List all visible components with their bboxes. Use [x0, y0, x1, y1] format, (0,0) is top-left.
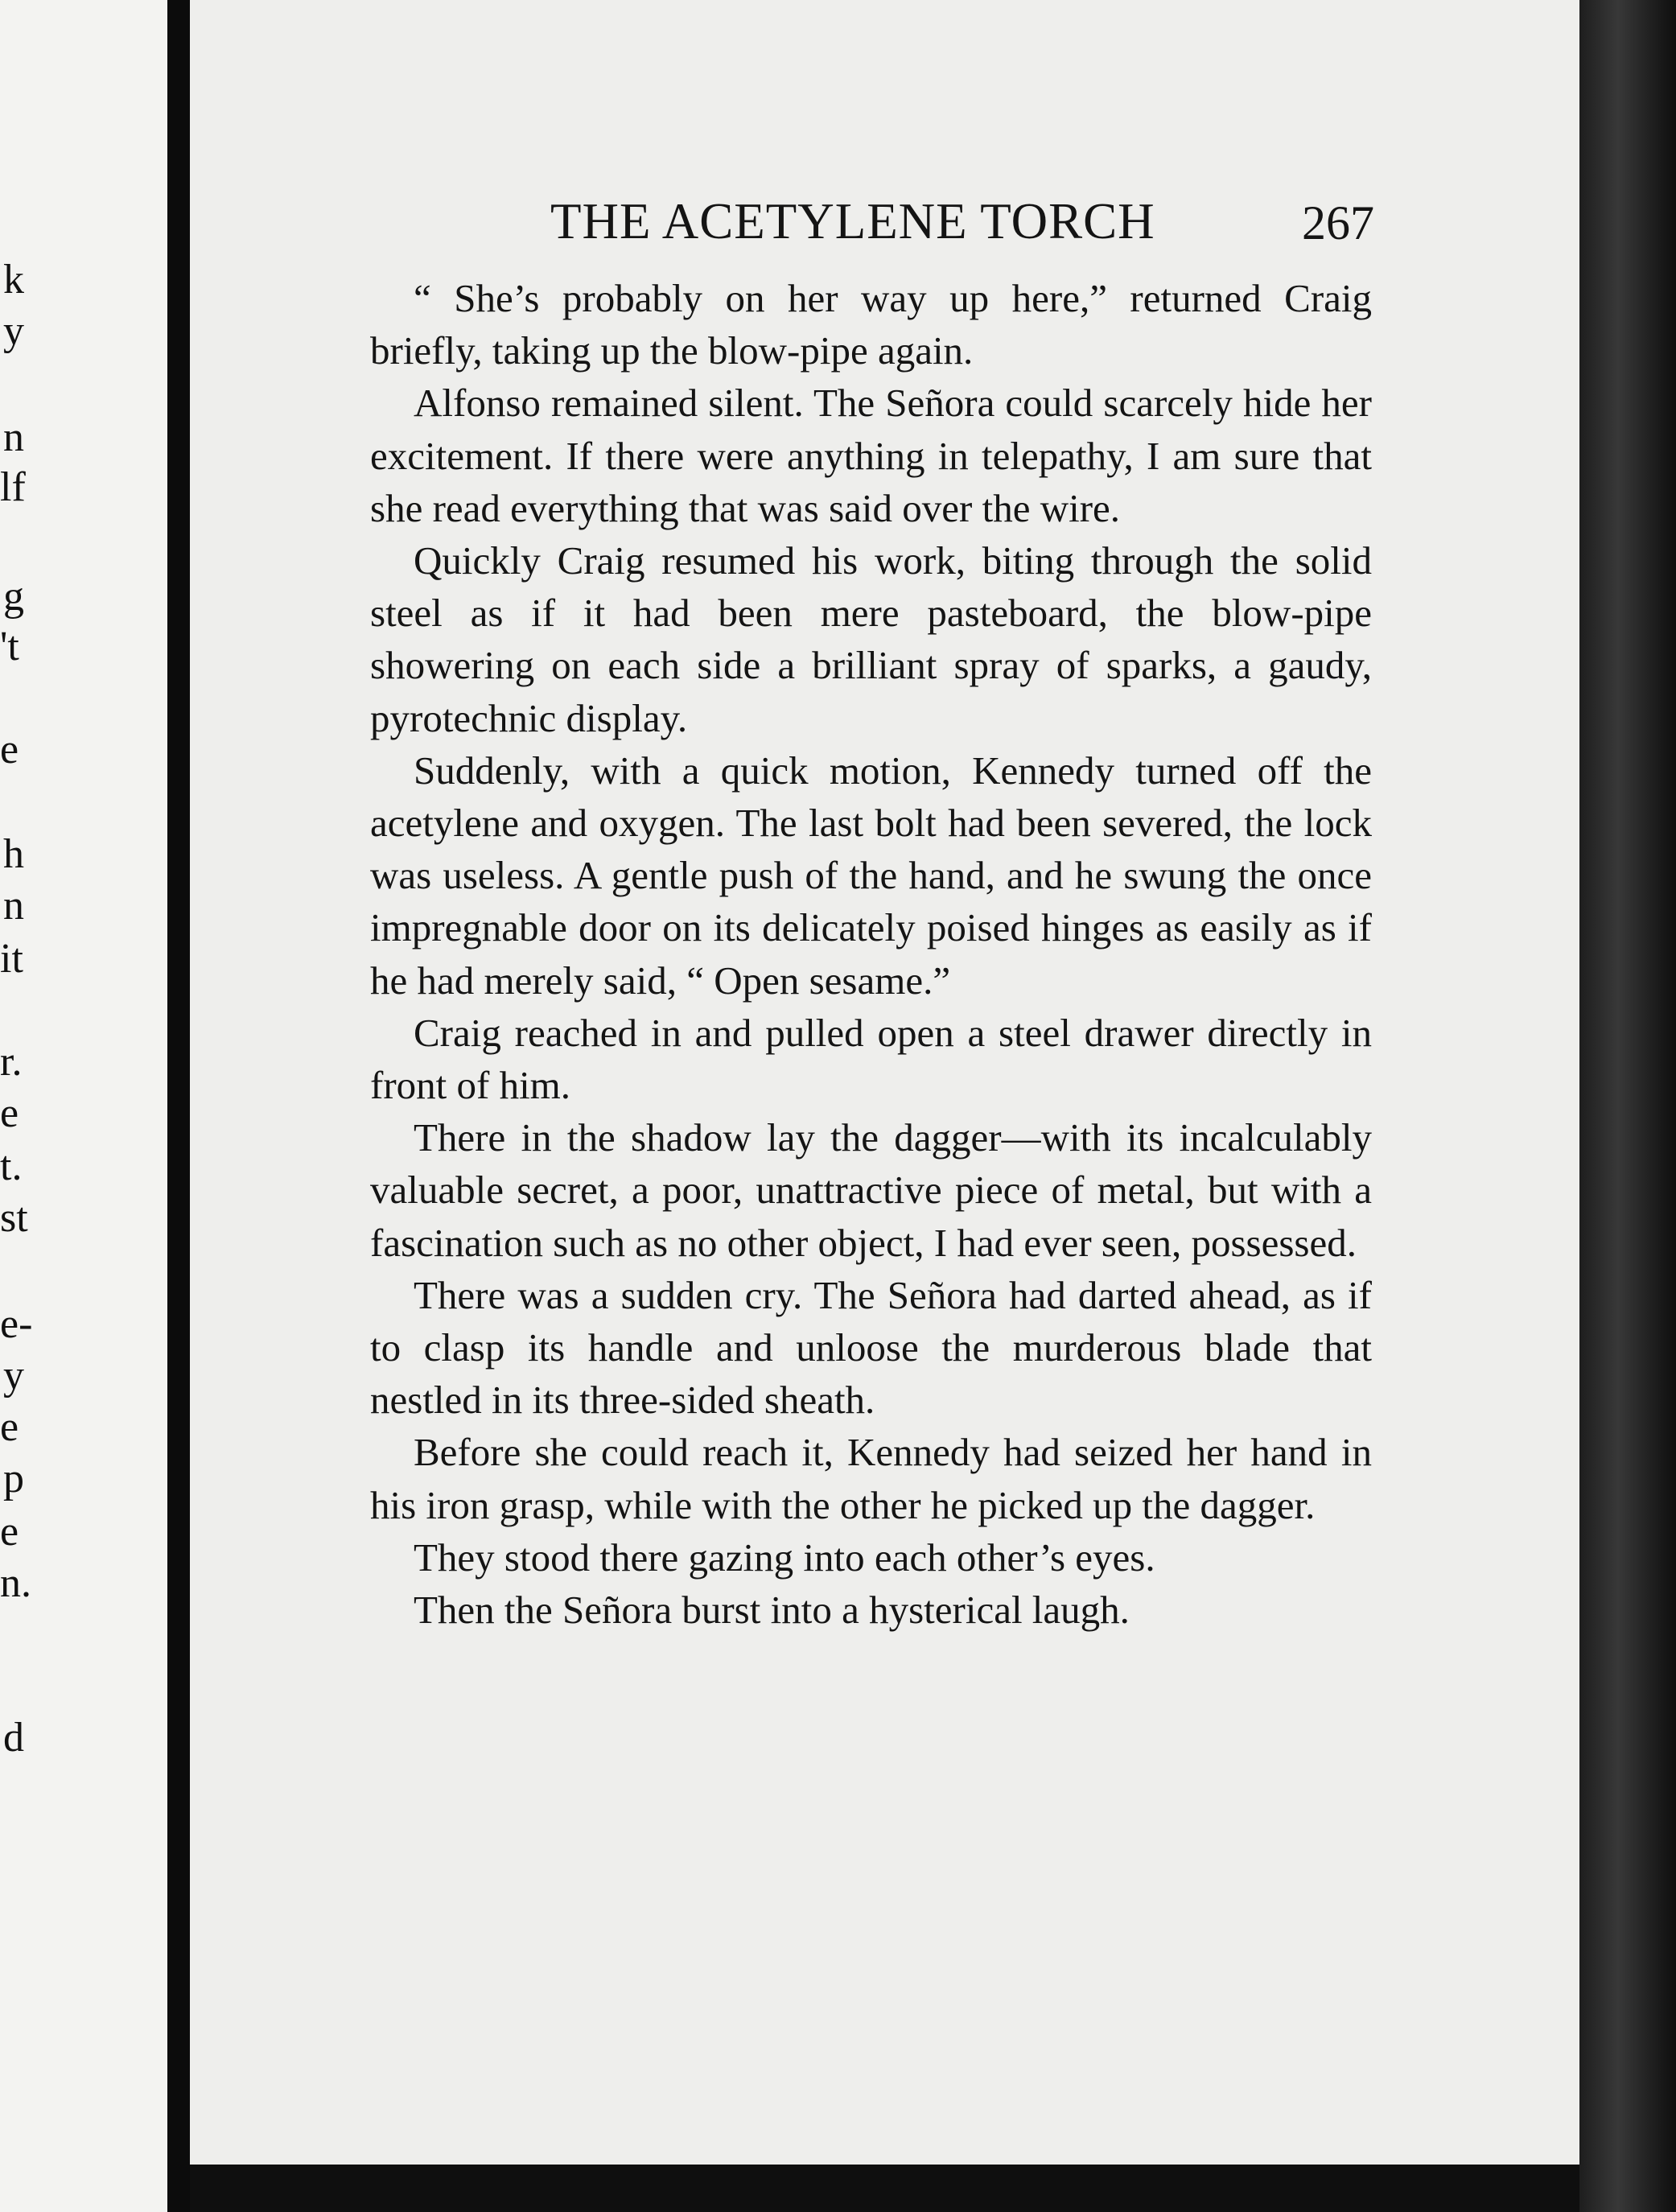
- edge-fragment: st: [0, 1195, 28, 1241]
- running-title: THE ACETYLENE TORCH: [550, 193, 1155, 249]
- paragraph: Quickly Craig resumed his work, biting through the solid steel as if it had been mere pasteboard, the blow-pipe showering on each side a brilliant spray of sparks, a gaudy, pyrotechnic display.: [370, 538, 1372, 740]
- edge-fragment: it: [0, 936, 23, 982]
- edge-fragment: e-: [0, 1301, 33, 1347]
- edge-fragment: e: [0, 727, 19, 772]
- paragraph: Craig reached in and pulled open a steel drawer directly in front of him.: [370, 1010, 1372, 1108]
- edge-fragment: lf: [0, 464, 26, 510]
- paragraph: Alfonso remained silent. The Señora could scarcely hide her excitement. If there were anything in telepathy, I am sure that she read everything that was said over the wire.: [370, 381, 1372, 530]
- book-cover-edge: [1579, 0, 1676, 2212]
- paragraph: “ She’s probably on her way up here,” returned Craig briefly, taking up the blow-pipe again.: [370, 276, 1372, 373]
- page-number: 267: [1302, 196, 1374, 249]
- edge-fragment: p: [3, 1456, 24, 1501]
- edge-fragment: t.: [0, 1143, 23, 1189]
- edge-fragment: n.: [0, 1560, 31, 1606]
- paragraph: There was a sudden cry. The Señora had darted ahead, as if to clasp its handle and unloose the murderous blade that nestled in its three-sided sheath.: [370, 1272, 1372, 1423]
- page-body: [370, 272, 1372, 1636]
- edge-fragment: n: [3, 414, 24, 460]
- edge-fragment: 't: [0, 624, 19, 669]
- book-bottom-edge: [190, 2165, 1579, 2212]
- edge-fragment: r.: [0, 1039, 23, 1085]
- edge-fragment: g: [3, 574, 24, 620]
- edge-fragment: y: [3, 1353, 24, 1398]
- edge-fragment: k: [3, 257, 24, 303]
- edge-fragment: h: [3, 831, 24, 877]
- edge-fragment: e: [0, 1404, 19, 1450]
- paragraph: Suddenly, with a quick motion, Kennedy turned off the acetylene and oxygen. The last bolt had been severed, the lock was useless. A gentle push of the hand, and he swung the once impregnable door on its delicately poised hinges as easily as if he had merely said, “ Open sesame.”: [370, 748, 1372, 1003]
- edge-fragment: n: [3, 883, 24, 929]
- edge-fragment: d: [3, 1715, 24, 1761]
- book-gutter: [167, 0, 190, 2212]
- paragraph: Before she could reach it, Kennedy had seized her hand in his iron grasp, while with the other he picked up the dagger.: [370, 1430, 1372, 1527]
- edge-fragment: e: [0, 1090, 19, 1136]
- previous-page-edge: [0, 0, 167, 2212]
- paragraph: They stood there gazing into each other’s eyes.: [414, 1534, 1155, 1580]
- paragraph: There in the shadow lay the dagger—with its incalculably valuable secret, a poor, unattractive piece of metal, but with a fascination such as no other object, I had ever seen, possessed.: [370, 1115, 1372, 1265]
- edge-fragment: y: [3, 308, 24, 354]
- edge-fragment: e: [0, 1509, 19, 1555]
- paragraph: Then the Señora burst into a hysterical laugh.: [414, 1588, 1130, 1633]
